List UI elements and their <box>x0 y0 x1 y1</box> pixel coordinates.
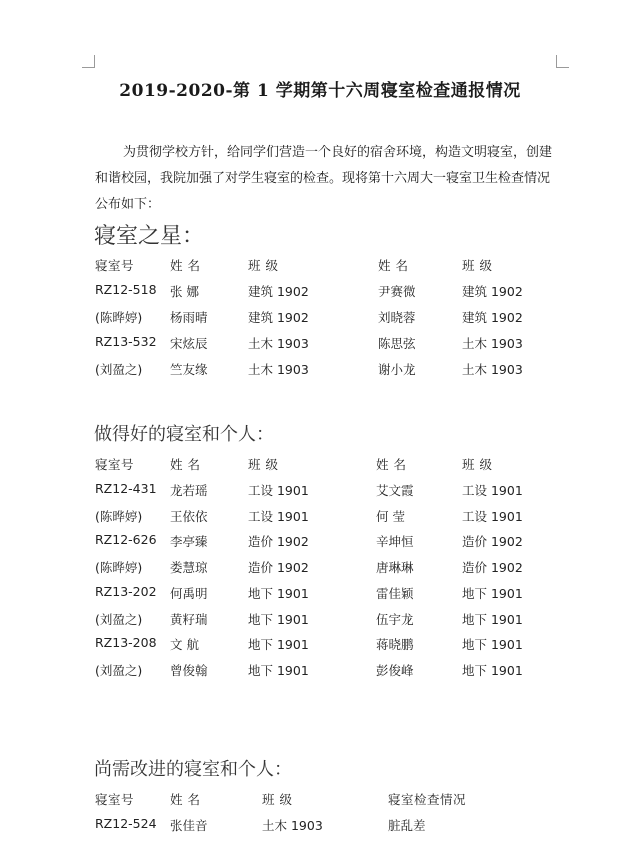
good-table-cell: 伍宇龙 <box>376 611 414 627</box>
document-title: 2019-2020-第 1 学期第十六周寝室检查通报情况 <box>119 81 521 101</box>
good-table-cell: 地下 1901 <box>462 585 523 601</box>
good-table-cell: (刘盈之) <box>95 611 143 627</box>
intro-paragraph <box>95 140 565 218</box>
good-table-cell: RZ13-202 <box>95 583 157 599</box>
good-table-cell: 地下 1901 <box>462 611 523 627</box>
star-table-cell: 宋炫辰 <box>170 336 208 351</box>
star-table-cell: RZ13-532 <box>95 334 157 349</box>
improve-table-cell: RZ12-524 <box>95 816 157 831</box>
page-corner-mark <box>556 55 569 68</box>
star-table-cell: 土木 1903 <box>248 362 309 377</box>
star-table-cell: (刘盈之) <box>95 362 143 377</box>
star-table-cell: 竺友缘 <box>170 362 208 377</box>
good-table-cell: (陈晔婷) <box>95 560 143 576</box>
good-table-cell: RZ13-208 <box>95 635 157 651</box>
good-table-cell: 何 莹 <box>376 508 405 524</box>
star-table-cell: 杨雨晴 <box>170 310 208 325</box>
good-table-cell: 造价 1902 <box>462 560 523 576</box>
good-table-cell: 唐琳琳 <box>376 560 414 576</box>
good-table-cell: (刘盈之) <box>95 662 143 678</box>
good-table-cell: 造价 1902 <box>248 560 309 576</box>
star-table-cell: 建筑 1902 <box>248 310 309 325</box>
star-table-header: 寝室号 <box>95 258 135 273</box>
good-table-header: 班 级 <box>248 457 279 472</box>
star-table-header: 姓 名 <box>378 258 409 273</box>
improve-table-header: 姓 名 <box>170 792 201 807</box>
good-table-cell: 地下 1901 <box>248 662 309 678</box>
improve-table-cell: 脏乱差 <box>388 818 426 833</box>
good-table-cell: 蒋晓鹏 <box>376 637 414 653</box>
star-table-cell: (陈晔婷) <box>95 310 143 325</box>
good-table-cell: 龙若瑶 <box>170 483 208 498</box>
good-table-cell: RZ12-626 <box>95 532 157 548</box>
star-table-cell: 尹赛微 <box>378 284 416 299</box>
good-table-cell: 地下 1901 <box>248 637 309 653</box>
good-table-cell: 辛坤恒 <box>376 534 414 550</box>
good-table-cell: 工设 1901 <box>248 483 309 498</box>
good-table-cell: 艾文霞 <box>376 483 414 498</box>
star-table-cell: 土木 1903 <box>462 336 523 351</box>
good-table-cell: 地下 1901 <box>462 637 523 653</box>
good-table-cell: 地下 1901 <box>248 585 309 601</box>
star-table-header: 班 级 <box>462 258 493 273</box>
good-table-cell: 工设 1901 <box>462 483 523 498</box>
good-table-cell: 曾俊翰 <box>170 662 208 678</box>
good-table-cell: (陈晔婷) <box>95 508 143 524</box>
star-table-header: 姓 名 <box>170 258 201 273</box>
good-table-cell: 工设 1901 <box>248 508 309 524</box>
good-table-header: 班 级 <box>462 457 493 472</box>
good-table-cell: 何禹明 <box>170 585 208 601</box>
good-table-header: 姓 名 <box>376 457 407 472</box>
good-table-cell: 黄籽瑞 <box>170 611 208 627</box>
star-table-cell: 土木 1903 <box>248 336 309 351</box>
improve-table-cell: 张佳音 <box>170 818 208 833</box>
star-table-cell: 谢小龙 <box>378 362 416 377</box>
star-table-cell: 建筑 1902 <box>462 310 523 325</box>
star-table-cell: 土木 1903 <box>462 362 523 377</box>
intro-line: 为贯彻学校方针，给同学们营造一个良好的宿舍环境，构造文明寝室，创建 <box>123 145 553 160</box>
good-table-cell: 娄慧琼 <box>170 560 208 576</box>
star-table-cell: 建筑 1902 <box>462 284 523 299</box>
good-table-header: 姓 名 <box>170 457 201 472</box>
good-table-cell: 文 航 <box>170 637 199 653</box>
section-title-star: 寝室之星： <box>94 224 205 249</box>
good-table-cell: 地下 1901 <box>248 611 309 627</box>
improve-table-cell: 土木 1903 <box>262 818 323 833</box>
good-table-cell: 彭俊峰 <box>376 662 414 678</box>
good-table-cell: 王依依 <box>170 508 208 524</box>
improve-table-header: 班 级 <box>262 792 293 807</box>
intro-line: 公布如下： <box>95 197 161 212</box>
good-table-cell: 地下 1901 <box>462 662 523 678</box>
star-table-cell: 刘晓蓉 <box>378 310 416 325</box>
good-table-cell: RZ12-431 <box>95 481 157 496</box>
improve-table-header: 寝室检查情况 <box>388 792 467 807</box>
good-table-cell: 雷佳颖 <box>376 585 414 601</box>
star-table-header: 班 级 <box>248 258 279 273</box>
good-table-cell: 造价 1902 <box>248 534 309 550</box>
good-table-cell: 造价 1902 <box>462 534 523 550</box>
star-table-cell: 建筑 1902 <box>248 284 309 299</box>
improve-table-header: 寝室号 <box>95 792 135 807</box>
section-title-improve: 尚需改进的寝室和个人： <box>94 759 292 780</box>
good-table-cell: 工设 1901 <box>462 508 523 524</box>
intro-line: 和谐校园，我院加强了对学生寝室的检查。现将第十六周大一寝室卫生检查情况 <box>95 171 551 186</box>
page-corner-mark <box>82 55 95 68</box>
good-table-header: 寝室号 <box>95 457 135 472</box>
star-table-cell: RZ12-518 <box>95 282 157 297</box>
star-table-cell: 陈思弦 <box>378 336 416 351</box>
section-title-good: 做得好的寝室和个人： <box>94 424 274 445</box>
good-table-cell: 李亭臻 <box>170 534 208 550</box>
star-table-cell: 张 娜 <box>170 284 199 299</box>
